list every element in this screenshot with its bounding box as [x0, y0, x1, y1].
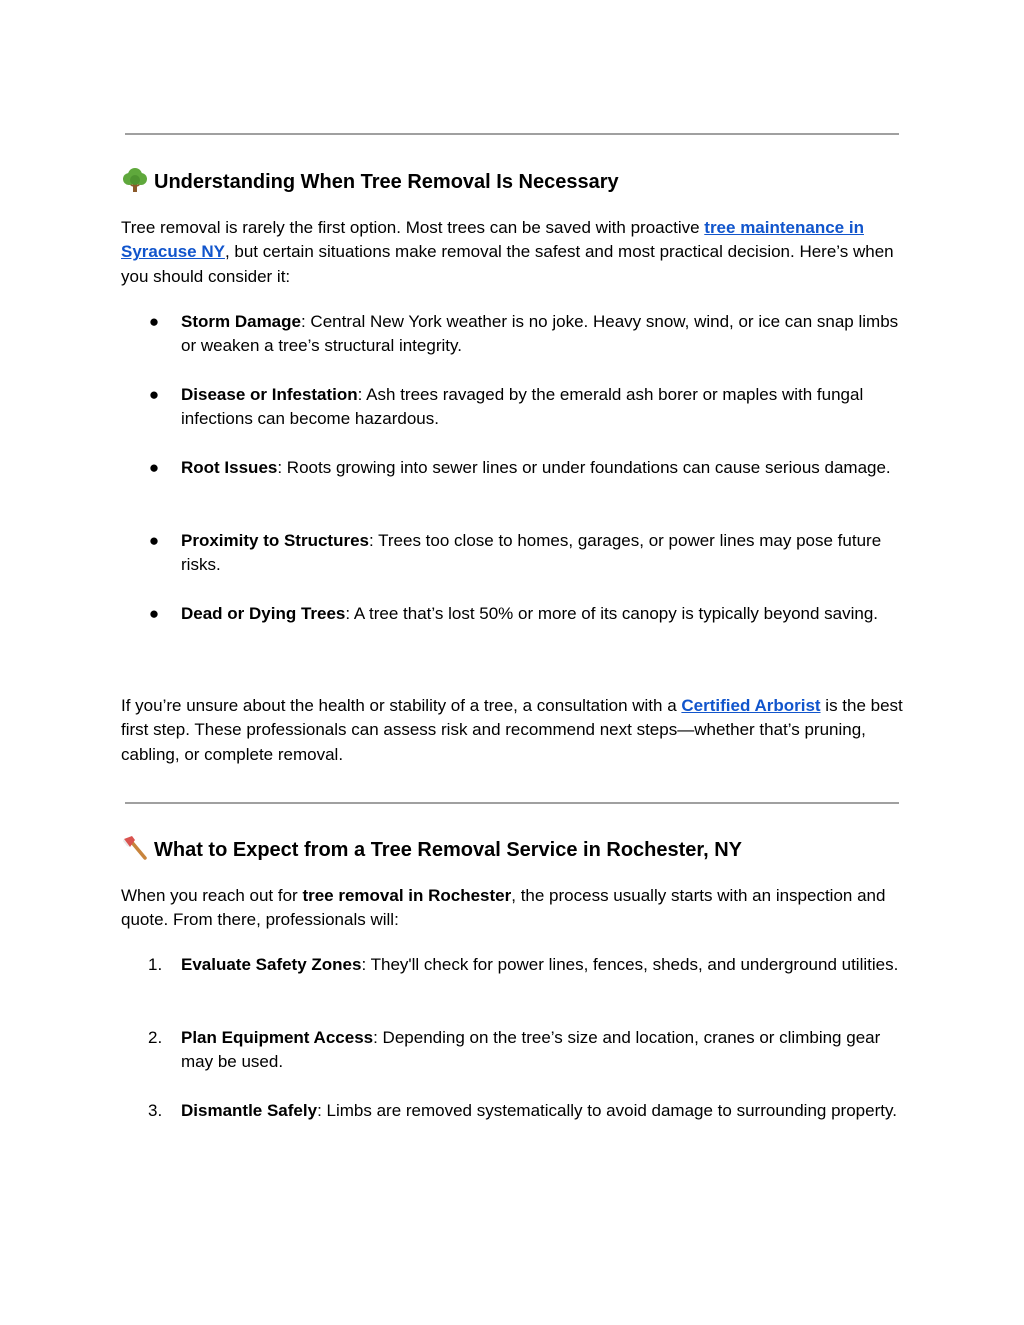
item-term: Dismantle Safely — [181, 1101, 318, 1120]
intro-text: When you reach out for — [121, 886, 303, 905]
item-term: Plan Equipment Access — [181, 1028, 374, 1047]
intro-bold-term: tree removal in Rochester — [302, 886, 512, 905]
item-term: Disease or Infestation — [181, 385, 358, 404]
item-term: Root Issues — [181, 458, 278, 477]
intro-text-continued: , but certain situations make removal the safest and most practical decision. Here’s when you should consider it: — [121, 242, 894, 286]
item-description: : Limbs are removed systematically to avoid damage to surrounding property. — [317, 1101, 897, 1120]
step-number: 2. — [148, 1028, 163, 1047]
tree-maintenance-link[interactable]: tree maintenance in Syracuse NY — [121, 218, 864, 262]
heading-text: Understanding When Tree Removal Is Necessary — [154, 171, 619, 193]
tree-icon — [121, 167, 149, 193]
item-term: Evaluate Safety Zones — [181, 955, 362, 974]
item-term: Dead or Dying Trees — [181, 604, 346, 623]
item-description: : Roots growing into sewer lines or under foundations can cause serious damage. — [277, 458, 891, 477]
certified-arborist-link[interactable]: Certified Arborist — [681, 696, 821, 715]
outro-text-continued: is the best first step. These professionals can assess risk and recommend next steps—whether that’s pruning, cabling, or complete removal. — [121, 696, 903, 764]
section-heading-what-to-expect — [121, 835, 742, 864]
step-number: 1. — [148, 955, 163, 974]
intro-text: Tree removal is rarely the first option. Most trees can be saved with proactive — [121, 218, 705, 237]
intro-text-continued: , the process usually starts with an inspection and quote. From there, professionals will: — [121, 886, 886, 930]
rochester-intro-paragraph — [121, 884, 906, 933]
item-description: : Depending on the tree’s size and location, cranes or climbing gear may be used. — [181, 1028, 881, 1072]
item-description: : Ash trees ravaged by the emerald ash borer or maples with fungal infections can become hazardous. — [181, 385, 864, 429]
step-number: 3. — [148, 1101, 163, 1120]
arborist-paragraph — [121, 694, 906, 767]
item-description: : Central New York weather is no joke. Heavy snow, wind, or ice can snap limbs or weaken a tree’s structural integrity. — [181, 312, 899, 356]
heading-text: What to Expect from a Tree Removal Service in Rochester, NY — [154, 839, 742, 861]
outro-text: If you’re unsure about the health or stability of a tree, a consultation with a — [121, 696, 682, 715]
section-heading-tree-removal-necessity — [121, 167, 619, 196]
bullet-marker: ● — [148, 385, 160, 404]
bullet-marker: ● — [148, 312, 160, 331]
item-term: Storm Damage — [181, 312, 301, 331]
intro-paragraph — [121, 216, 906, 289]
bullet-marker: ● — [148, 531, 160, 550]
item-description: : Trees too close to homes, garages, or power lines may pose future risks. — [181, 531, 882, 575]
bullet-marker: ● — [148, 458, 160, 477]
divider — [125, 802, 899, 804]
divider — [125, 133, 899, 135]
bullet-marker: ● — [148, 604, 160, 623]
item-term: Proximity to Structures — [181, 531, 369, 550]
item-description: : They'll check for power lines, fences, sheds, and underground utilities. — [361, 955, 899, 974]
axe-icon — [121, 835, 149, 861]
item-description: : A tree that’s lost 50% or more of its canopy is typically beyond saving. — [345, 604, 879, 623]
